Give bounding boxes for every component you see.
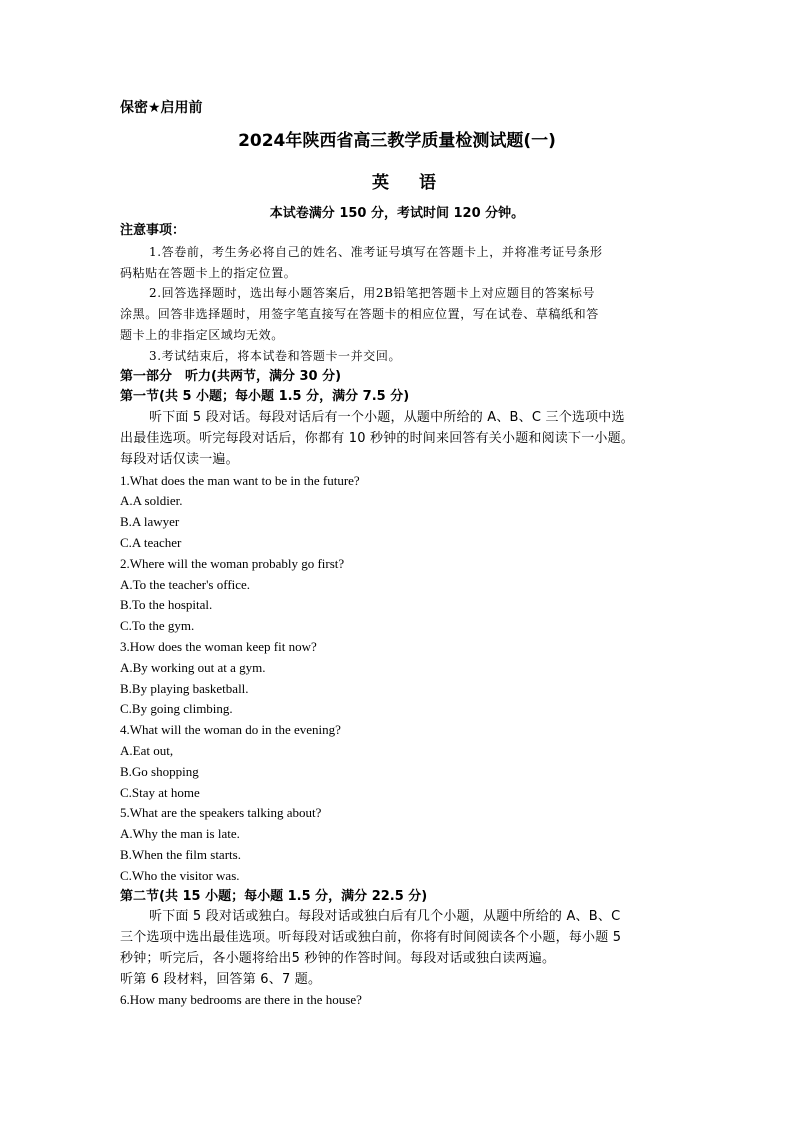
question-4-option-c: C.Stay at home [120, 784, 200, 800]
question-3-option-c: C.By going climbing. [120, 701, 233, 717]
section-1-instructions-line-2: 出最佳选项。听完每段对话后，你都有 10 秒钟的时间来回答有关小题和阅读下一小题。 [120, 430, 635, 446]
notice-item-3: 3.考试结束后，将本试卷和答题卡一并交回。 [149, 348, 402, 363]
notice-item-2-line-1: 2.回答选择题时，选出每小题答案后，用2B铅笔把答题卡上对应题目的答案标号 [149, 286, 596, 301]
section-2-instructions-line-2: 三个选项中选出最佳选项。听每段对话或独白前，你将有时间阅读各个小题，每小题 5 [120, 930, 622, 946]
section-1-instructions-line-3: 每段对话仅读一遍。 [120, 451, 239, 467]
part-1-heading: 第一部分 听力(共两节，满分 30 分) [120, 368, 342, 384]
question-1-option-a: A.A soldier. [120, 493, 183, 509]
question-3-option-a: A.By working out at a gym. [120, 659, 266, 675]
section-2-heading: 第二节(共 15 小题；每小题 1.5 分，满分 22.5 分) [120, 888, 428, 904]
question-5-option-c: C.Who the visitor was. [120, 867, 240, 883]
section-2-instructions-line-1: 听下面 5 段对话或独白。每段对话或独白后有几个小题，从题中所给的 A、B、C [149, 909, 621, 925]
question-5-option-b: B.When the film starts. [120, 846, 241, 862]
notice-heading: 注意事项： [120, 223, 186, 238]
secrecy-label: 保密★启用前 [120, 100, 203, 116]
exam-content [120, 221, 680, 1011]
question-2: 2.Where will the woman probably go first? [120, 555, 345, 571]
question-4-option-a: A.Eat out, [120, 742, 174, 758]
question-1: 1.What does the man want to be in the future? [120, 472, 360, 488]
question-3: 3.How does the woman keep fit now? [120, 638, 317, 654]
notice-item-2-line-3: 题卡上的非指定区域均无效。 [120, 327, 284, 342]
question-2-option-a: A.To the teacher's office. [120, 576, 251, 592]
exam-title: 2024年陕西省高三教学质量检测试题(一) [238, 131, 556, 151]
subject-title: 英语 [372, 173, 466, 193]
notice-item-1-line-2: 码粘贴在答题卡上的指定位置。 [120, 265, 297, 280]
question-2-option-c: C.To the gym. [120, 618, 195, 634]
question-5-option-a: A.Why the man is late. [120, 826, 240, 842]
question-2-option-b: B.To the hospital. [120, 597, 213, 613]
question-1-option-b: B.A lawyer [120, 514, 180, 530]
question-6: 6.How many bedrooms are there in the house? [120, 992, 362, 1008]
question-3-option-b: B.By playing basketball. [120, 680, 249, 696]
question-5: 5.What are the speakers talking about? [120, 805, 322, 821]
notice-item-1-line-1: 1.答卷前，考生务必将自己的姓名、准考证号填写在答题卡上，并将准考证号条形 [149, 244, 603, 259]
section-2-instructions-line-3: 秒钟；听完后，各小题将给出5 秒钟的作答时间。每段对话或独白读两遍。 [120, 950, 556, 966]
question-1-option-c: C.A teacher [120, 534, 182, 550]
material-6-label: 听第 6 段材料，回答第 6、7 题。 [120, 971, 322, 987]
question-4-option-b: B.Go shopping [120, 763, 199, 779]
question-4: 4.What will the woman do in the evening? [120, 722, 341, 738]
score-info: 本试卷满分 150 分，考试时间 120 分钟。 [269, 206, 525, 221]
section-1-heading: 第一节(共 5 小题；每小题 1.5 分，满分 7.5 分) [120, 389, 410, 405]
notice-item-2-line-2: 涂黑。回答非选择题时，用签字笔直接写在答题卡的相应位置，写在试卷、草稿纸和答 [120, 307, 599, 322]
section-1-instructions-line-1: 听下面 5 段对话。每段对话后有一个小题，从题中所给的 A、B、C 三个选项中选 [149, 410, 625, 426]
